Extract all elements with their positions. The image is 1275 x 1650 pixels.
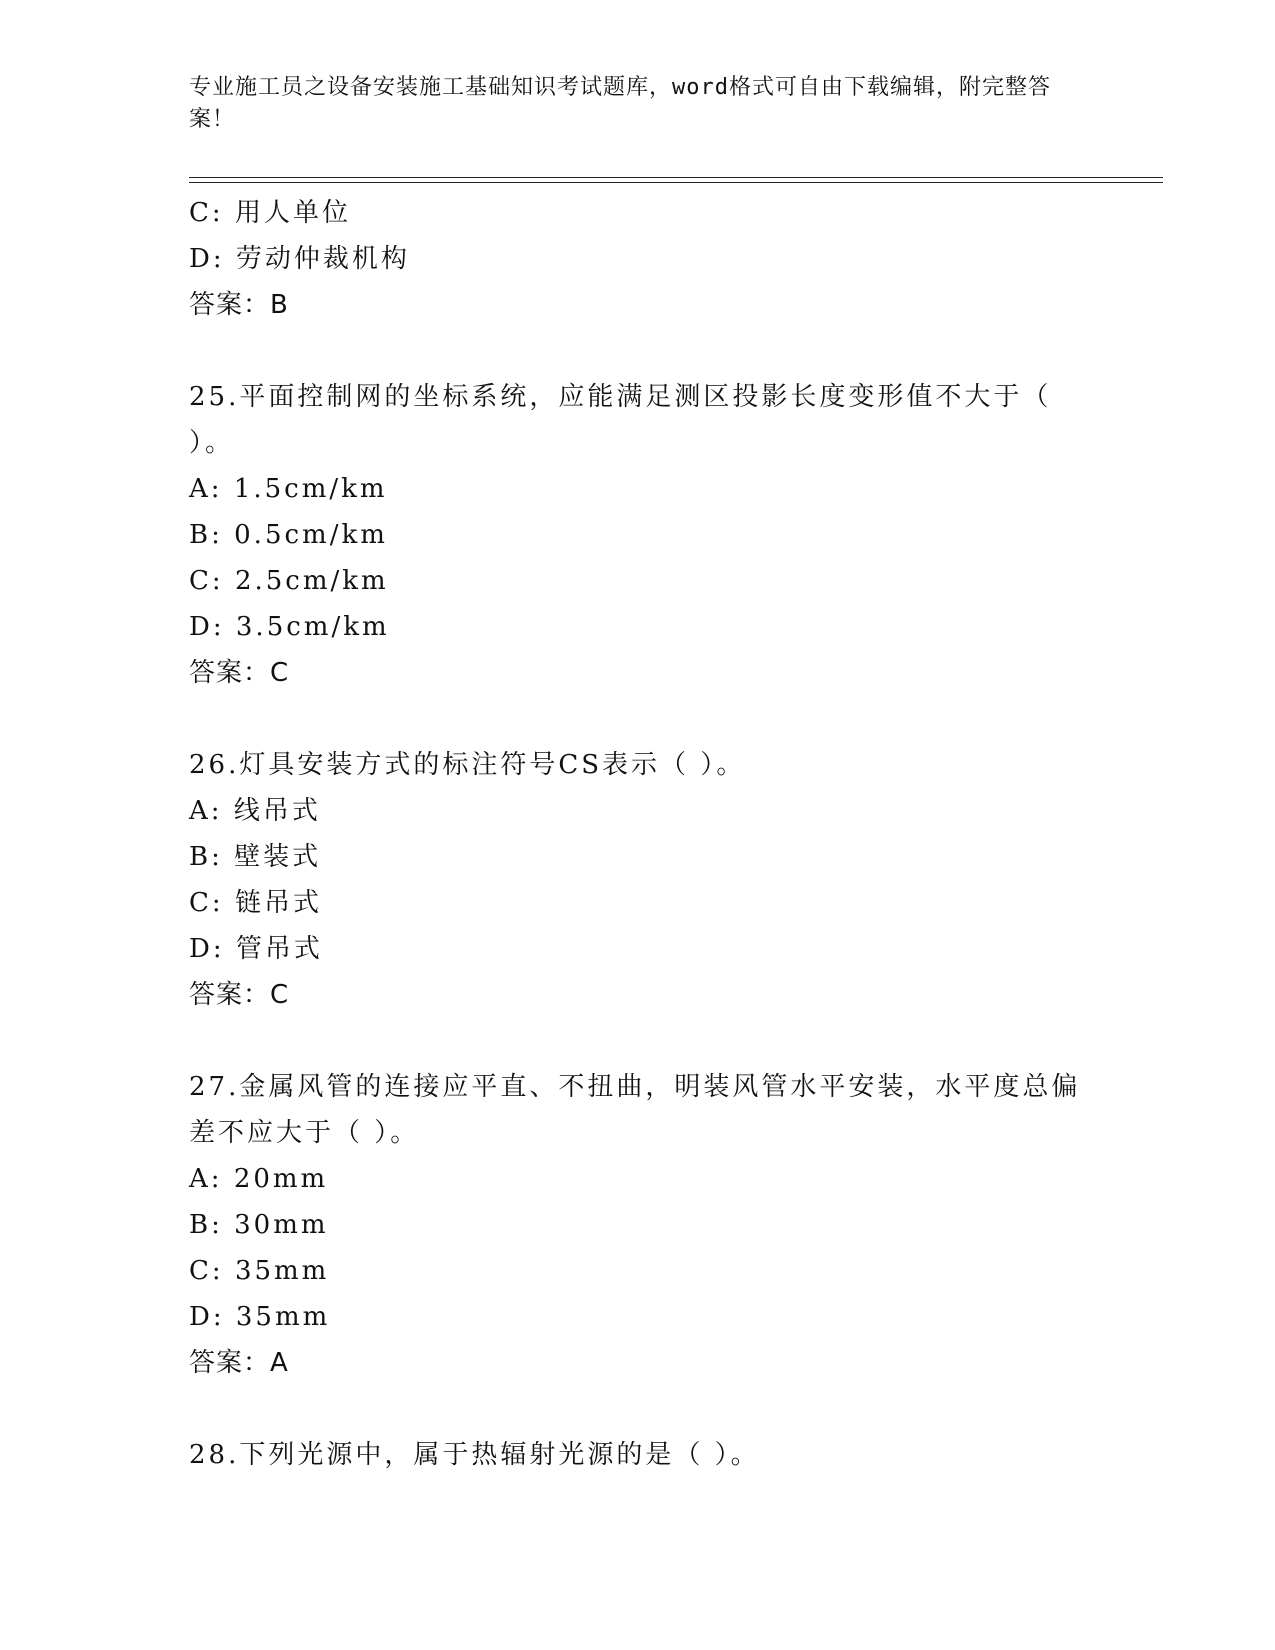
- document-body: [189, 190, 1089, 1478]
- option-label: C: [189, 198, 212, 228]
- option-text: 壁装式: [234, 842, 322, 872]
- option-label: C: [189, 566, 212, 596]
- option-label: A: [189, 796, 211, 826]
- question-text-continued: ）。: [189, 428, 235, 458]
- option-text: 劳动仲裁机构: [235, 244, 410, 274]
- option-label: D: [189, 612, 213, 642]
- option-text: 35mm: [235, 1302, 331, 1332]
- option-label: D: [189, 1302, 213, 1332]
- option-text: 35mm: [234, 1256, 330, 1286]
- option-label: D: [189, 934, 213, 964]
- option-c: C: 用人单位: [189, 198, 351, 228]
- option-text: 2.5cm/km: [234, 566, 389, 596]
- answer-line: 答案：C: [189, 980, 290, 1010]
- option-d: D: 3.5cm/km: [189, 612, 390, 642]
- option-d: D: 35mm: [189, 1302, 331, 1332]
- option-text: 0.5cm/km: [234, 520, 388, 550]
- option-label: C: [189, 888, 212, 918]
- option-text: 管吊式: [235, 934, 323, 964]
- question-text: 27.金属风管的连接应平直、不扭曲，明装风管水平安装，水平度总偏: [189, 1072, 1081, 1102]
- option-label: B: [189, 842, 212, 872]
- question-text: 26.灯具安装方式的标注符号CS表示（ ）。: [189, 750, 746, 780]
- option-d: D: 管吊式: [189, 934, 323, 964]
- option-text: 链吊式: [234, 888, 322, 918]
- option-b: B: 壁装式: [189, 842, 322, 872]
- question-text-continued: 差不应大于（ ）。: [189, 1118, 420, 1148]
- option-c: C: 2.5cm/km: [189, 566, 389, 596]
- answer-line: 答案：C: [189, 658, 290, 688]
- option-label: A: [189, 1164, 211, 1194]
- option-d: D: 劳动仲裁机构: [189, 244, 410, 274]
- option-a: A: 1.5cm/km: [189, 474, 388, 504]
- option-text: 线吊式: [233, 796, 321, 826]
- option-label: B: [189, 520, 212, 550]
- option-c: C: 35mm: [189, 1256, 330, 1286]
- question-text: 28.下列光源中，属于热辐射光源的是（ ）。: [189, 1440, 760, 1470]
- option-label: A: [189, 474, 211, 504]
- option-text: 30mm: [234, 1210, 329, 1240]
- option-text: 20mm: [233, 1164, 329, 1194]
- answer-line: 答案：B: [189, 290, 289, 320]
- option-text: 3.5cm/km: [235, 612, 390, 642]
- option-a: A: 线吊式: [189, 796, 321, 826]
- option-a: A: 20mm: [189, 1164, 329, 1194]
- question-text: 25.平面控制网的坐标系统，应能满足测区投影长度变形值不大于（: [189, 382, 1052, 412]
- option-label: B: [189, 1210, 212, 1240]
- option-label: C: [189, 1256, 212, 1286]
- option-c: C: 链吊式: [189, 888, 322, 918]
- header-divider: [189, 177, 1163, 178]
- option-text: 1.5cm/km: [233, 474, 388, 504]
- page-header: 专业施工员之设备安装施工基础知识考试题库，word格式可自由下载编辑，附完整答案！: [189, 75, 1051, 132]
- option-b: B: 0.5cm/km: [189, 520, 388, 550]
- header-divider-secondary: [189, 182, 1163, 183]
- option-label: D: [189, 244, 213, 274]
- option-text: 用人单位: [234, 198, 351, 228]
- answer-line: 答案：A: [189, 1348, 289, 1378]
- option-b: B: 30mm: [189, 1210, 329, 1240]
